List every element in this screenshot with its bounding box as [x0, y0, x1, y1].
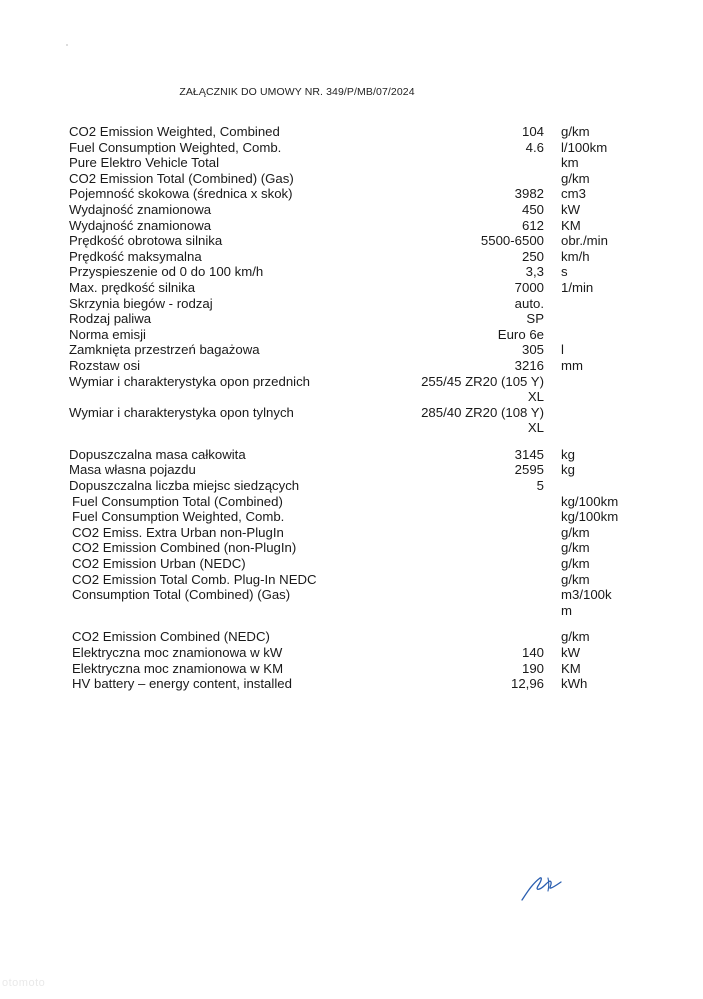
spec-value: 3,3 [525, 264, 544, 280]
spec-row [0, 264, 703, 280]
spec-label: CO2 Emission Weighted, Combined [69, 124, 280, 139]
spec-label: Dopuszczalna masa całkowita [69, 446, 246, 462]
spec-label: Rodzaj paliwa [69, 311, 152, 327]
spec-label: CO2 Emission Combined (NEDC) [72, 629, 270, 645]
spec-value: 5500-6500 [480, 233, 544, 249]
spec-value: 3145 [514, 446, 544, 462]
spec-label: Fuel Consumption Weighted, Comb. [72, 509, 285, 525]
spec-unit: cm3 [561, 186, 586, 202]
spec-value: 255/45 ZR20 (105 Y) XL [421, 373, 544, 405]
spec-unit: g/km [561, 571, 590, 587]
spec-unit: KM [561, 660, 581, 676]
spec-row [0, 556, 703, 572]
spec-value: 5 [536, 478, 544, 494]
spec-label: Zamknięta przestrzeń bagażowa [69, 342, 260, 358]
spec-label: Prędkość maksymalna [69, 248, 202, 264]
spec-unit: g/km [561, 540, 590, 556]
spec-unit: g/km [561, 556, 590, 572]
spec-row [0, 509, 703, 525]
spec-row [0, 249, 703, 265]
spec-value: 3216 [514, 357, 544, 373]
spec-value: 285/40 ZR20 (108 Y) XL [421, 404, 544, 436]
spec-unit: kg/100km [561, 509, 619, 525]
spec-label: Elektryczna moc znamionowa w kW [72, 645, 283, 660]
spec-row [0, 494, 703, 510]
spec-label: Dopuszczalna liczba miejsc siedzących [69, 478, 300, 494]
spec-label: Wymiar i charakterystyka opon przednich [69, 373, 311, 389]
spec-row [0, 462, 703, 478]
scan-speck [66, 44, 68, 46]
spec-value: 4.6 [525, 139, 544, 155]
spec-row [0, 233, 703, 249]
spec-label: Fuel Consumption Weighted, Comb. [69, 139, 282, 155]
spec-value: 250 [521, 248, 544, 264]
spec-unit: 1/min [561, 279, 594, 295]
spec-row [0, 374, 703, 405]
spec-row [0, 311, 703, 327]
spec-unit: l [561, 342, 564, 358]
spec-unit: g/km [561, 524, 590, 540]
spec-unit: km/h [561, 248, 590, 264]
spec-value: 3982 [514, 186, 544, 202]
spec-value: 12,96 [510, 676, 544, 692]
spec-value: 104 [521, 124, 544, 139]
spec-unit: kW [561, 201, 581, 217]
spec-label: CO2 Emission Total Comb. Plug-In NEDC [72, 571, 317, 587]
spec-row [0, 155, 703, 171]
spec-row [0, 405, 703, 436]
spec-row [0, 661, 703, 677]
spec-unit: obr./min [561, 233, 608, 249]
spec-row [0, 342, 703, 358]
spec-row [0, 676, 703, 692]
spec-value: 612 [521, 217, 544, 233]
spec-label: Max. prędkość silnika [69, 279, 196, 295]
spec-table [0, 124, 703, 692]
spec-row [0, 280, 703, 296]
handwritten-signature [518, 870, 564, 904]
spec-label: Norma emisji [69, 326, 146, 342]
spec-unit: l/100km [561, 139, 608, 155]
spec-row [0, 171, 703, 187]
spec-value: 450 [521, 201, 544, 217]
spec-row [0, 447, 703, 463]
spec-row [0, 645, 703, 661]
spec-label: CO2 Emission Combined (non-PlugIn) [72, 540, 297, 556]
spec-row [0, 572, 703, 588]
spec-label: Consumption Total (Combined) (Gas) [72, 587, 291, 603]
spec-label: CO2 Emission Total (Combined) (Gas) [69, 170, 294, 186]
spec-unit: s [561, 264, 568, 280]
spec-label: Elektryczna moc znamionowa w KM [72, 660, 284, 676]
spec-unit: m3/100k m [561, 587, 612, 618]
spec-label: Fuel Consumption Total (Combined) [72, 493, 283, 509]
spec-unit: g/km [561, 124, 590, 139]
spec-row [0, 587, 703, 618]
spec-unit: kg [561, 462, 575, 478]
spec-unit: km [561, 155, 579, 171]
spec-value: 140 [521, 645, 544, 660]
spec-row [0, 296, 703, 312]
spec-unit: KM [561, 217, 581, 233]
spec-row [0, 124, 703, 140]
spec-unit: kW [561, 645, 581, 660]
spec-unit: kWh [561, 676, 588, 692]
spec-row [0, 327, 703, 343]
spec-label: CO2 Emiss. Extra Urban non-PlugIn [72, 524, 284, 540]
spec-unit: g/km [561, 170, 590, 186]
spec-value: 190 [521, 660, 544, 676]
spec-row [0, 358, 703, 374]
spec-row [0, 525, 703, 541]
spec-value: Euro 6e [497, 326, 544, 342]
spec-row [0, 478, 703, 494]
spec-value: SP [526, 311, 544, 327]
spec-label: Skrzynia biegów - rodzaj [69, 295, 213, 311]
spec-row [0, 540, 703, 556]
spec-unit: g/km [561, 629, 590, 645]
spec-unit: kg [561, 446, 575, 462]
spec-label: CO2 Emission Urban (NEDC) [72, 556, 246, 572]
spec-label: Masa własna pojazdu [69, 462, 196, 478]
spec-label: Wydajność znamionowa [69, 201, 212, 217]
spec-value: auto. [514, 295, 544, 311]
spec-label: Przyspieszenie od 0 do 100 km/h [69, 264, 264, 280]
spec-label: Rozstaw osi [69, 357, 141, 373]
spec-value: 305 [521, 342, 544, 358]
spec-row [0, 629, 703, 645]
spec-label: Prędkość obrotowa silnika [69, 233, 223, 249]
page-title: ZAŁĄCZNIK DO UMOWY NR. 349/P/MB/07/2024 [179, 86, 415, 98]
spec-label: HV battery – energy content, installed [72, 676, 292, 692]
spec-row [0, 202, 703, 218]
spec-label: Wymiar i charakterystyka opon tylnych [69, 404, 294, 420]
spec-label: Pojemność skokowa (średnica x skok) [69, 186, 293, 202]
spec-row [0, 186, 703, 202]
spec-unit: kg/100km [561, 493, 619, 509]
spec-value: 7000 [514, 279, 544, 295]
spec-row [0, 140, 703, 156]
spec-row [0, 218, 703, 234]
spec-label: Pure Elektro Vehicle Total [69, 155, 220, 171]
spec-unit: mm [561, 357, 583, 373]
watermark: otomoto [2, 977, 46, 989]
spec-label: Wydajność znamionowa [69, 217, 212, 233]
spec-value: 2595 [514, 462, 544, 478]
